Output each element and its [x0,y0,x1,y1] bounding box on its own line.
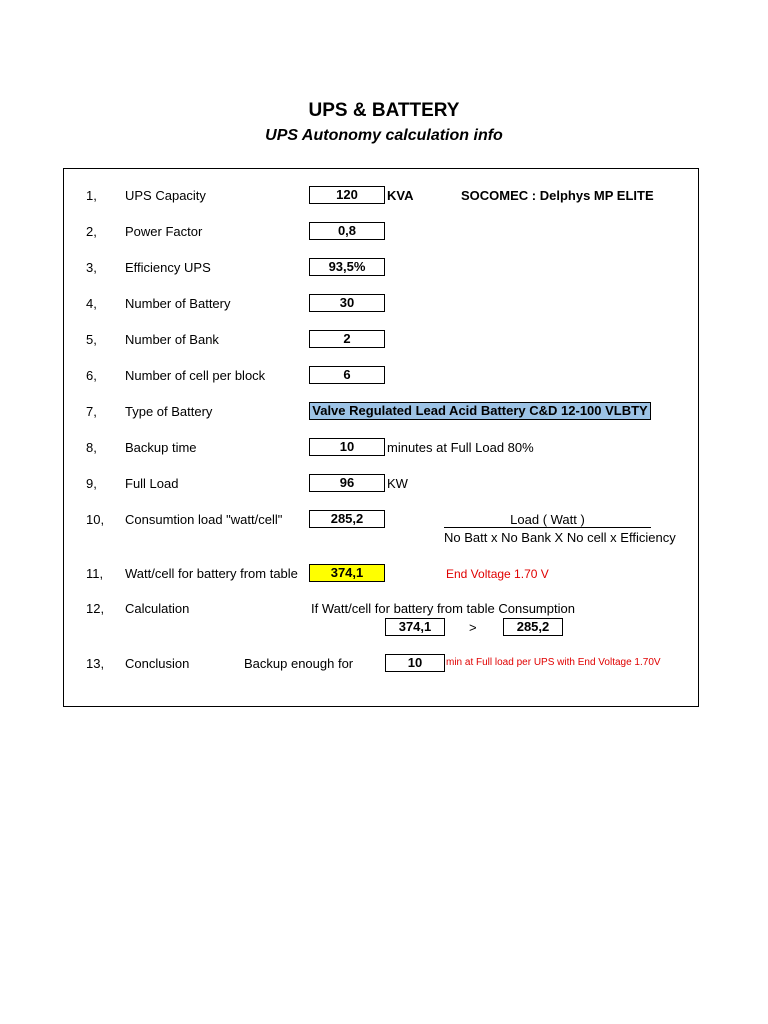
conclusion-value: 10 [385,654,445,672]
row-label-number-of-bank: Number of Bank [125,332,219,347]
efficiency-value: 93,5% [309,258,385,276]
calculation-right-value: 285,2 [503,618,563,636]
row-number: 3, [86,260,97,275]
backup-time-unit: minutes at Full Load 80% [387,440,534,455]
calculation-condition: If Watt/cell for battery from table Consumption [311,601,575,616]
formula-divider [444,527,651,528]
row-label-efficiency: Efficiency UPS [125,260,211,275]
row-number: 1, [86,188,97,203]
row-number: 6, [86,368,97,383]
row-number: 5, [86,332,97,347]
row-label-cells-per-block: Number of cell per block [125,368,266,383]
row-number: 12, [86,601,105,616]
consumption-load-value: 285,2 [309,510,385,528]
ups-capacity-unit: KVA [387,188,414,203]
backup-time-value: 10 [309,438,385,456]
formula-numerator: Load ( Watt ) [510,512,585,527]
number-of-battery-value: 30 [309,294,385,312]
ups-model-note: SOCOMEC : Delphys MP ELITE [461,188,654,203]
row-label-backup-time: Backup time [125,440,197,455]
conclusion-prefix: Backup enough for [244,656,354,671]
row-label-type-of-battery: Type of Battery [125,404,213,419]
row-label-calculation: Calculation [125,601,190,616]
row-label-watt-per-cell-table: Watt/cell for battery from table [125,566,298,581]
calculation-operator: > [469,620,477,635]
row-label-consumption-load: Consumtion load "watt/cell" [125,512,283,527]
conclusion-note: min at Full load per UPS with End Voltage 1.70V [446,657,661,668]
number-of-bank-value: 2 [309,330,385,348]
row-label-full-load: Full Load [125,476,179,491]
watt-per-cell-table-value: 374,1 [309,564,385,582]
full-load-unit: KW [387,476,408,491]
ups-capacity-value: 120 [309,186,385,204]
page-subtitle: UPS Autonomy calculation info [265,127,503,144]
row-number: 9, [86,476,97,491]
row-label-conclusion: Conclusion [125,656,190,671]
row-label-power-factor: Power Factor [125,224,203,239]
row-number: 8, [86,440,97,455]
full-load-value: 96 [309,474,385,492]
formula-denominator: No Batt x No Bank X No cell x Efficiency [444,530,676,545]
battery-type-value: Valve Regulated Lead Acid Battery C&D 12-100 VLBTY [309,402,651,420]
row-number: 11, [86,566,104,581]
power-factor-value: 0,8 [309,222,385,240]
calculation-left-value: 374,1 [385,618,445,636]
page-title: UPS & BATTERY [308,100,460,121]
row-label-ups-capacity: UPS Capacity [125,188,206,203]
cells-per-block-value: 6 [309,366,385,384]
row-number: 4, [86,296,97,311]
row-number: 7, [86,404,97,419]
row-number: 2, [86,224,97,239]
row-label-number-of-battery: Number of Battery [125,296,231,311]
row-number: 13, [86,656,105,671]
end-voltage-note: End Voltage 1.70 V [446,567,549,581]
row-number: 10, [86,512,105,527]
